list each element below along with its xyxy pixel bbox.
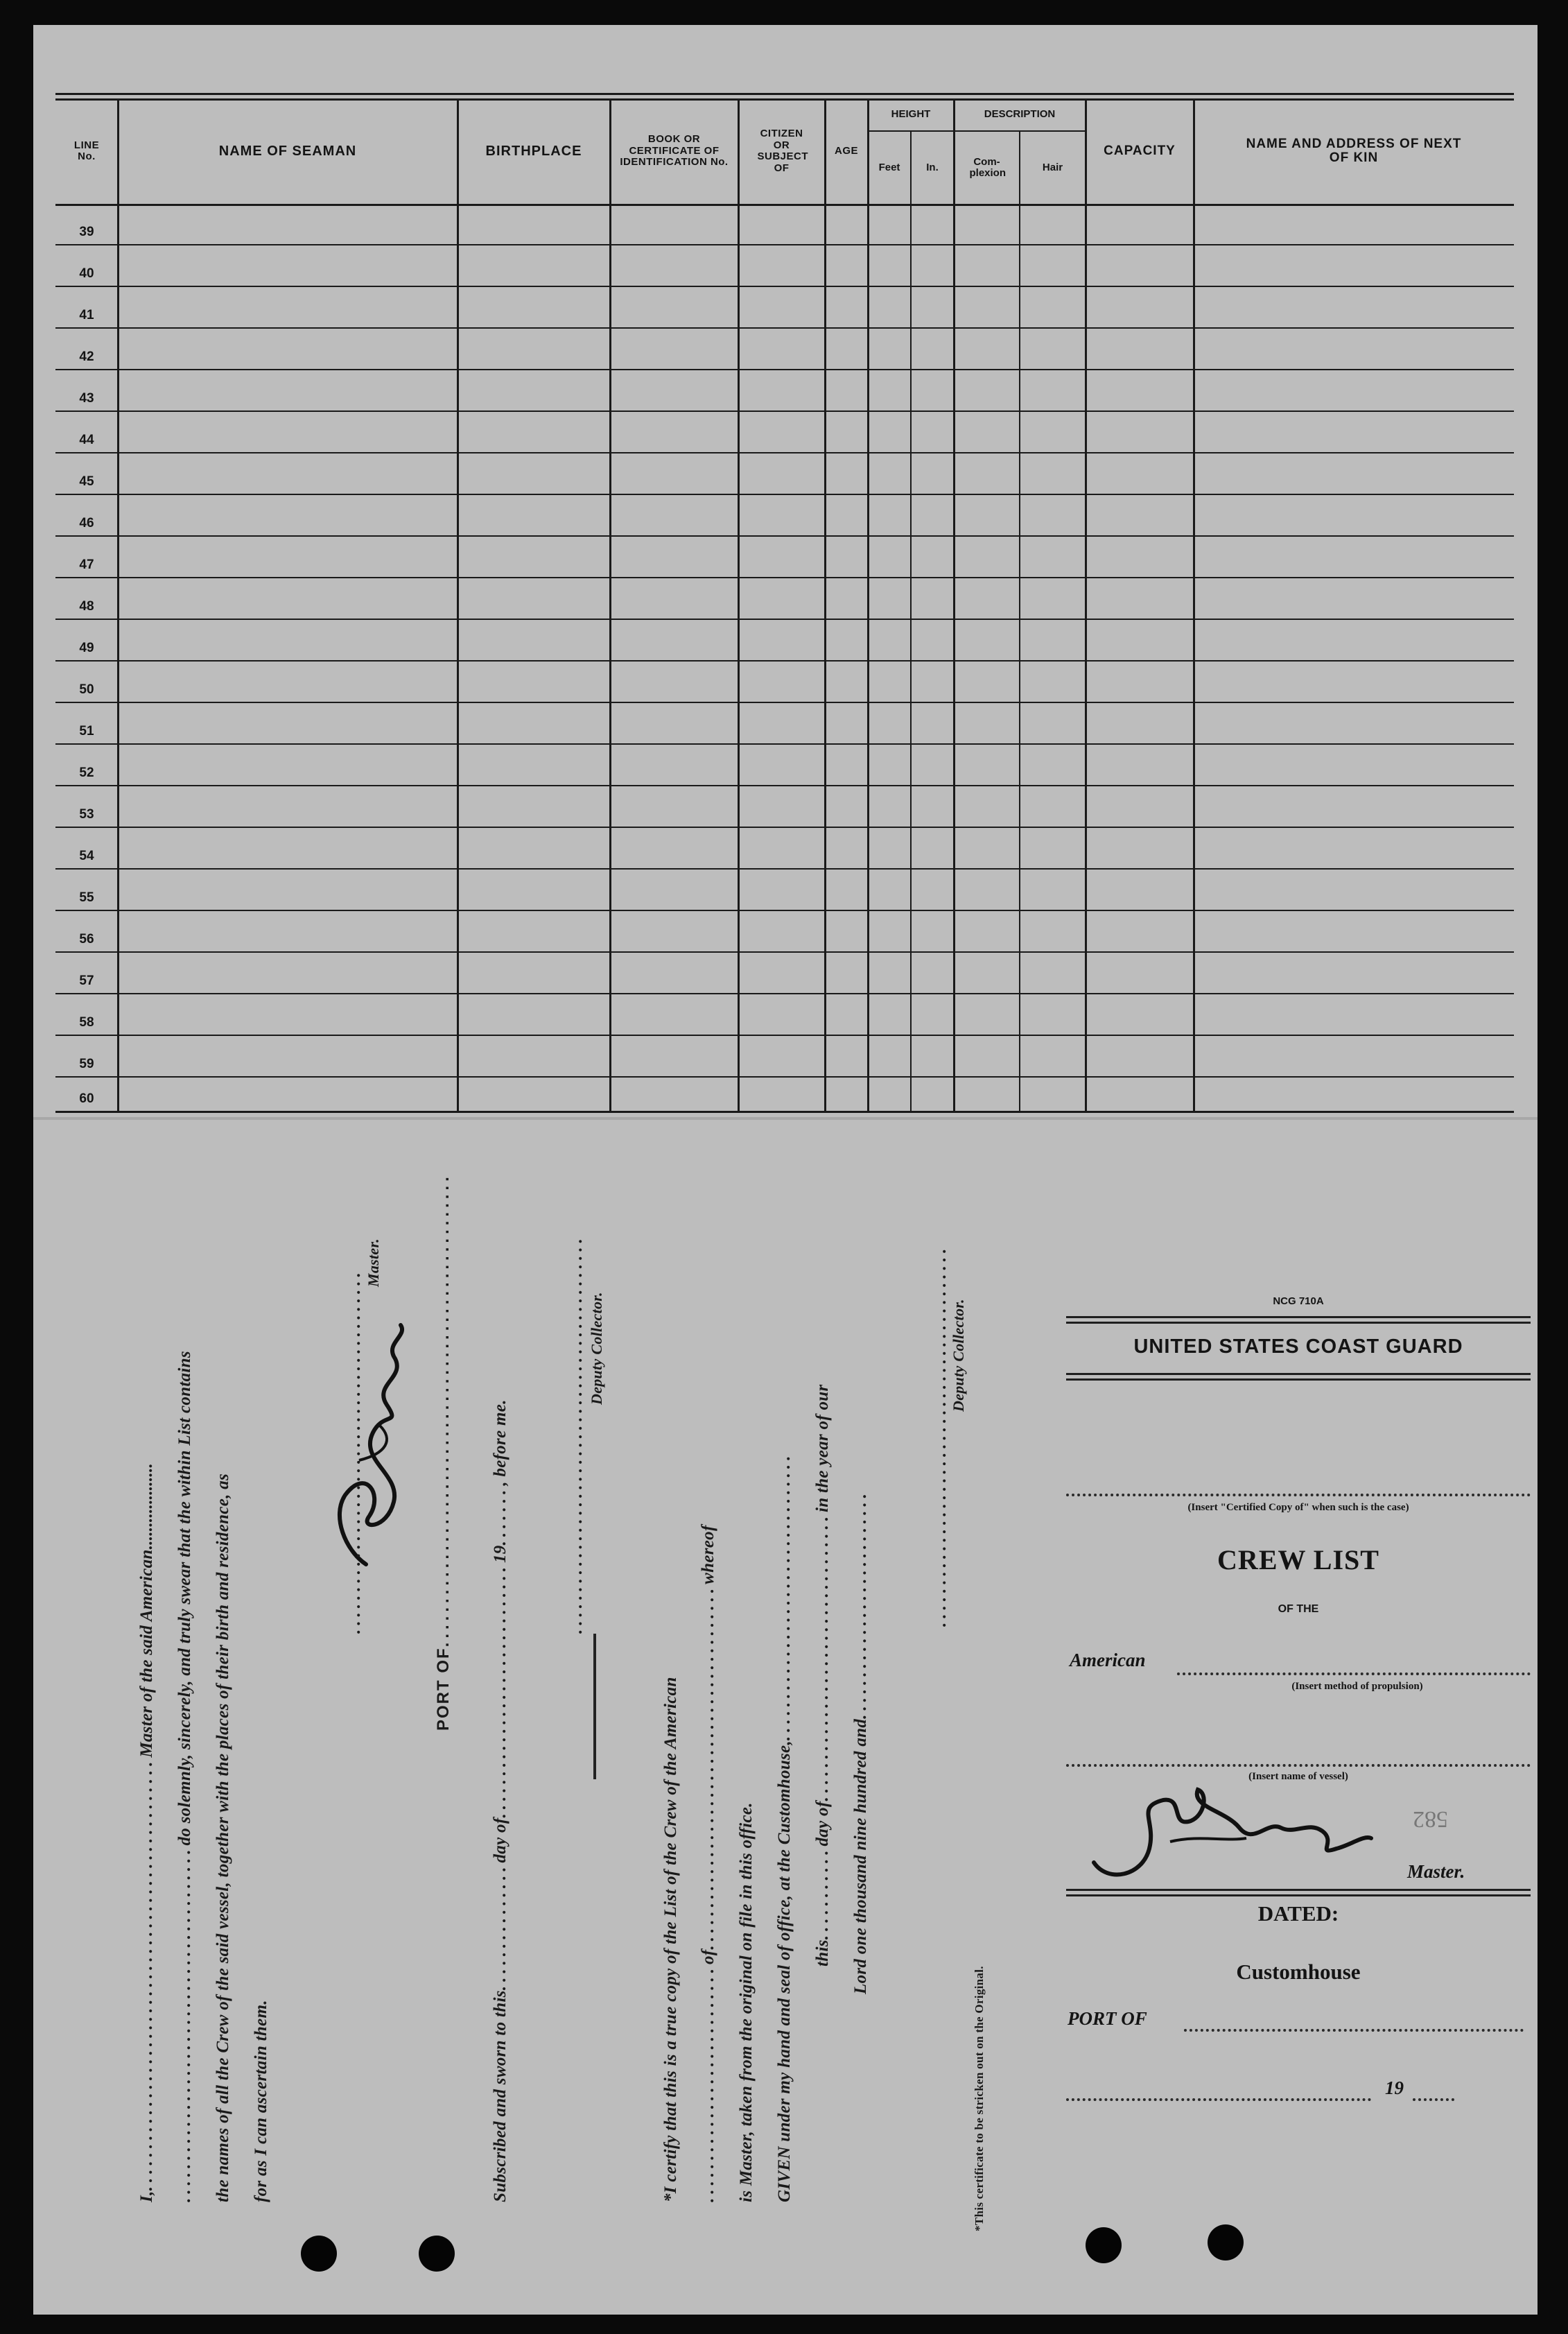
- oath-year-blank: .......: [491, 1485, 509, 1546]
- line-number: 56: [79, 932, 94, 946]
- header-next-of-kin: [1194, 98, 1514, 204]
- oath-comma: ,: [491, 1476, 509, 1486]
- col-rule-2: [457, 98, 459, 1112]
- line-number: 46: [79, 516, 94, 530]
- header-birthplace-label: BIRTHPLACE: [485, 143, 582, 159]
- oath-line-1: [137, 1463, 157, 2202]
- cover-rule-mid-1: [1066, 1373, 1531, 1375]
- line-number: 40: [79, 266, 94, 281]
- oath-deputy-collector: Deputy Collector.: [588, 1292, 605, 1405]
- cover-year-19: 19: [1385, 2077, 1404, 2098]
- oath-line-4: for as I can ascertain them.: [252, 2000, 270, 2202]
- line-number: 52: [79, 766, 94, 780]
- signature-scrawl-2: [1087, 1779, 1378, 1883]
- line-number: 45: [79, 474, 94, 489]
- header-capacity-label: CAPACITY: [1104, 144, 1176, 159]
- cert-deputy-collector: Deputy Collector.: [950, 1299, 967, 1412]
- cover-port-blank: [1184, 2029, 1524, 2032]
- stamp-number: 582: [1413, 1806, 1448, 1832]
- header-height: [868, 98, 954, 130]
- deputy-sign-dots-2: .............................................: [931, 1244, 950, 1627]
- col-rule-5: [824, 98, 826, 1112]
- cert-in-year: in the year of our: [813, 1384, 832, 1513]
- dated-label: DATED:: [1257, 1901, 1339, 1926]
- oath-name-blank: ...................................................: [137, 1757, 156, 2191]
- oath-month-blank: ..............................: [491, 1563, 509, 1818]
- oath-before-me: before me.: [491, 1399, 509, 1477]
- line-number: 49: [79, 641, 94, 655]
- punch-hole: [1086, 2227, 1122, 2263]
- header-height-in-label: In.: [926, 161, 939, 173]
- feet-in-divider: [910, 132, 912, 1112]
- deputy-sign-line-1: [567, 1234, 586, 1634]
- header-height-label: HEIGHT: [891, 107, 931, 120]
- cert-line-1: [661, 1677, 681, 2202]
- american-label: American: [1070, 1650, 1146, 1670]
- line-number: 42: [79, 349, 94, 364]
- of-the-label: OF THE: [1278, 1603, 1319, 1615]
- cover-rule-bottom-1: [1066, 1889, 1531, 1891]
- header-hair: [1020, 132, 1086, 204]
- oath-port-of: [434, 1173, 453, 1731]
- agency-name: UNITED STATES COAST GUARD: [1133, 1335, 1463, 1358]
- oath-swear-text: do solemnly, sincerely, and truly swear that the within List contains: [175, 1351, 194, 1846]
- oath-day-blank: ...............: [491, 1862, 509, 1991]
- line-number: 51: [79, 724, 94, 738]
- header-certificate: [610, 98, 738, 204]
- certified-copy-note: (Insert "Certified Copy of" when such is the case): [1187, 1502, 1409, 1513]
- crew-table: [55, 98, 1514, 1112]
- header-certificate-label: BOOK OR CERTIFICATE OF IDENTIFICATION No.: [620, 133, 729, 168]
- line-number: 54: [79, 849, 94, 863]
- cert-line-2: [699, 1525, 718, 2202]
- cert-whereof: whereof: [699, 1525, 717, 1584]
- header-height-in: [911, 132, 954, 204]
- page-fold: [33, 1117, 1537, 1120]
- cover-rule-top-2: [1066, 1322, 1531, 1324]
- header-citizen-label: CITIZEN OR SUBJECT OF: [757, 128, 809, 174]
- oath-blank: ..........................................: [175, 1845, 194, 2202]
- line-number: 43: [79, 391, 94, 406]
- oath-day-of: day of: [491, 1817, 509, 1863]
- cover-master-label: Master.: [1407, 1861, 1465, 1882]
- line-number: 47: [79, 557, 94, 572]
- cert-lord: Lord one thousand nine hundred and: [851, 1718, 870, 1994]
- header-line-no: [55, 98, 118, 204]
- header-age-label: AGE: [834, 144, 858, 157]
- crew-list-form: [33, 25, 1537, 2315]
- header-capacity: [1086, 98, 1194, 204]
- header-bottom-rule: [55, 204, 1514, 206]
- header-description-label: DESCRIPTION: [984, 107, 1056, 120]
- cover-year-blank: [1413, 2098, 1454, 2101]
- cert-blank-1: ............................: [699, 1964, 717, 2202]
- cert-day-of: day of: [813, 1801, 832, 1847]
- oath-port-blank: ......................................................: [434, 1173, 453, 1648]
- cover-rule-top-1: [1066, 1316, 1531, 1318]
- signature-scrawl: [317, 1322, 421, 1571]
- cert-month-blank: ..................................: [813, 1512, 832, 1801]
- oath-subscribed-line: [491, 1399, 510, 2202]
- separator-rule: [593, 1634, 596, 1779]
- cover-port-of-label: PORT OF: [1068, 2008, 1147, 2029]
- header-next-of-kin-label: NAME AND ADDRESS OF NEXT OF KIN: [1246, 137, 1462, 165]
- col-rule-3: [609, 98, 611, 1112]
- header-citizen: [738, 98, 825, 204]
- punch-hole: [1208, 2224, 1244, 2260]
- vessel-name-blank: [1066, 1764, 1531, 1767]
- crew-list-title: CREW LIST: [1217, 1544, 1379, 1575]
- cert-customhouse-blank: ..................................: [775, 1451, 794, 1741]
- header-name-of-seaman-label: NAME OF SEAMAN: [218, 143, 357, 159]
- line-number: 60: [79, 1091, 94, 1106]
- cert-given: GIVEN under my hand and seal of office, at the Customhouse,: [775, 1740, 794, 2202]
- header-complexion: [954, 132, 1020, 204]
- oath-master-of: Master of the said American: [137, 1549, 156, 1758]
- customhouse-label: Customhouse: [1236, 1960, 1361, 1984]
- cert-line-5: [813, 1384, 833, 1966]
- header-name-of-seaman: [118, 98, 458, 204]
- line-number: 50: [79, 682, 94, 697]
- oath-vessel-blank: ...................: [137, 1462, 156, 1550]
- col-rule-6: [867, 98, 869, 1112]
- line-number: 39: [79, 225, 94, 239]
- oath-year-19: 19: [491, 1545, 509, 1564]
- line-number: 41: [79, 308, 94, 322]
- cert-this: this: [813, 1939, 832, 1966]
- header-description: [954, 98, 1086, 130]
- table-top-rule: [55, 93, 1514, 95]
- header-hair-label: Hair: [1042, 161, 1063, 173]
- master-sign-dots: ...........................................: [345, 1268, 364, 1634]
- header-birthplace: [458, 98, 610, 204]
- line-number: 58: [79, 1015, 94, 1030]
- deputy-sign-line-2: [931, 1245, 950, 1627]
- master-sign-line-1: [345, 1268, 365, 1634]
- cover-rule-mid-2: [1066, 1378, 1531, 1381]
- vessel-name-note: (Insert name of vessel): [1248, 1771, 1348, 1782]
- complexion-hair-divider: [1019, 132, 1020, 1112]
- deputy-sign-dots: ...............................................: [567, 1234, 586, 1634]
- col-rule-4: [738, 98, 740, 1112]
- header-line-no-label: LINE No.: [73, 139, 100, 162]
- cert-year-blank: ...........................: [851, 1489, 870, 1719]
- col-rule-7: [953, 98, 955, 1112]
- header-height-feet: [868, 132, 911, 204]
- cert-line-6: [851, 1489, 871, 1994]
- line-number: 55: [79, 890, 94, 905]
- col-rule-9: [1193, 98, 1195, 1112]
- line-number: 59: [79, 1057, 94, 1071]
- cert-footnote: *This certificate to be stricken out on the Original.: [973, 1966, 986, 2231]
- cert-day-blank: ...........: [813, 1846, 832, 1940]
- line-number: 44: [79, 433, 94, 447]
- cert-line-4: [775, 1452, 794, 2202]
- oath-line-2: [175, 1351, 195, 2202]
- header-complexion-label: Com- plexion: [969, 155, 1007, 179]
- form-number: NCG 710A: [1273, 1295, 1324, 1307]
- header-age: [825, 98, 868, 204]
- oath-port-of-label: PORT OF: [434, 1647, 453, 1731]
- line-number: 48: [79, 599, 94, 614]
- master-signature-1: [317, 1322, 421, 1571]
- cert-true-copy: *I certify that this is a true copy of the List of the Crew of the American: [661, 1677, 680, 2202]
- punch-hole: [301, 2236, 337, 2272]
- cover-date-blank: [1066, 2098, 1371, 2101]
- oath-line-3: the names of all the Crew of the said vessel, together with the places of their birth and residence, as: [214, 1473, 232, 2202]
- certified-copy-blank: [1066, 1494, 1531, 1496]
- oath-subscribed-label: Subscribed and sworn to this: [491, 1990, 509, 2202]
- col-rule-8: [1085, 98, 1087, 1112]
- oath-i: I,: [137, 2190, 156, 2202]
- master-signature-2: [1087, 1779, 1378, 1883]
- propulsion-note: (Insert method of propulsion): [1291, 1681, 1423, 1692]
- punch-hole: [419, 2236, 455, 2272]
- cover-rule-bottom-2: [1066, 1894, 1531, 1896]
- header-height-feet-label: Feet: [878, 161, 900, 173]
- line-number: 57: [79, 974, 94, 988]
- cert-blank-2: ...........................................: [699, 1584, 717, 1950]
- line-number: 53: [79, 807, 94, 822]
- propulsion-blank: [1177, 1672, 1531, 1675]
- cert-of: of: [699, 1949, 717, 1964]
- oath-master-label: Master.: [365, 1238, 382, 1287]
- cert-line-3: is Master, taken from the original on file in this office.: [737, 1802, 756, 2202]
